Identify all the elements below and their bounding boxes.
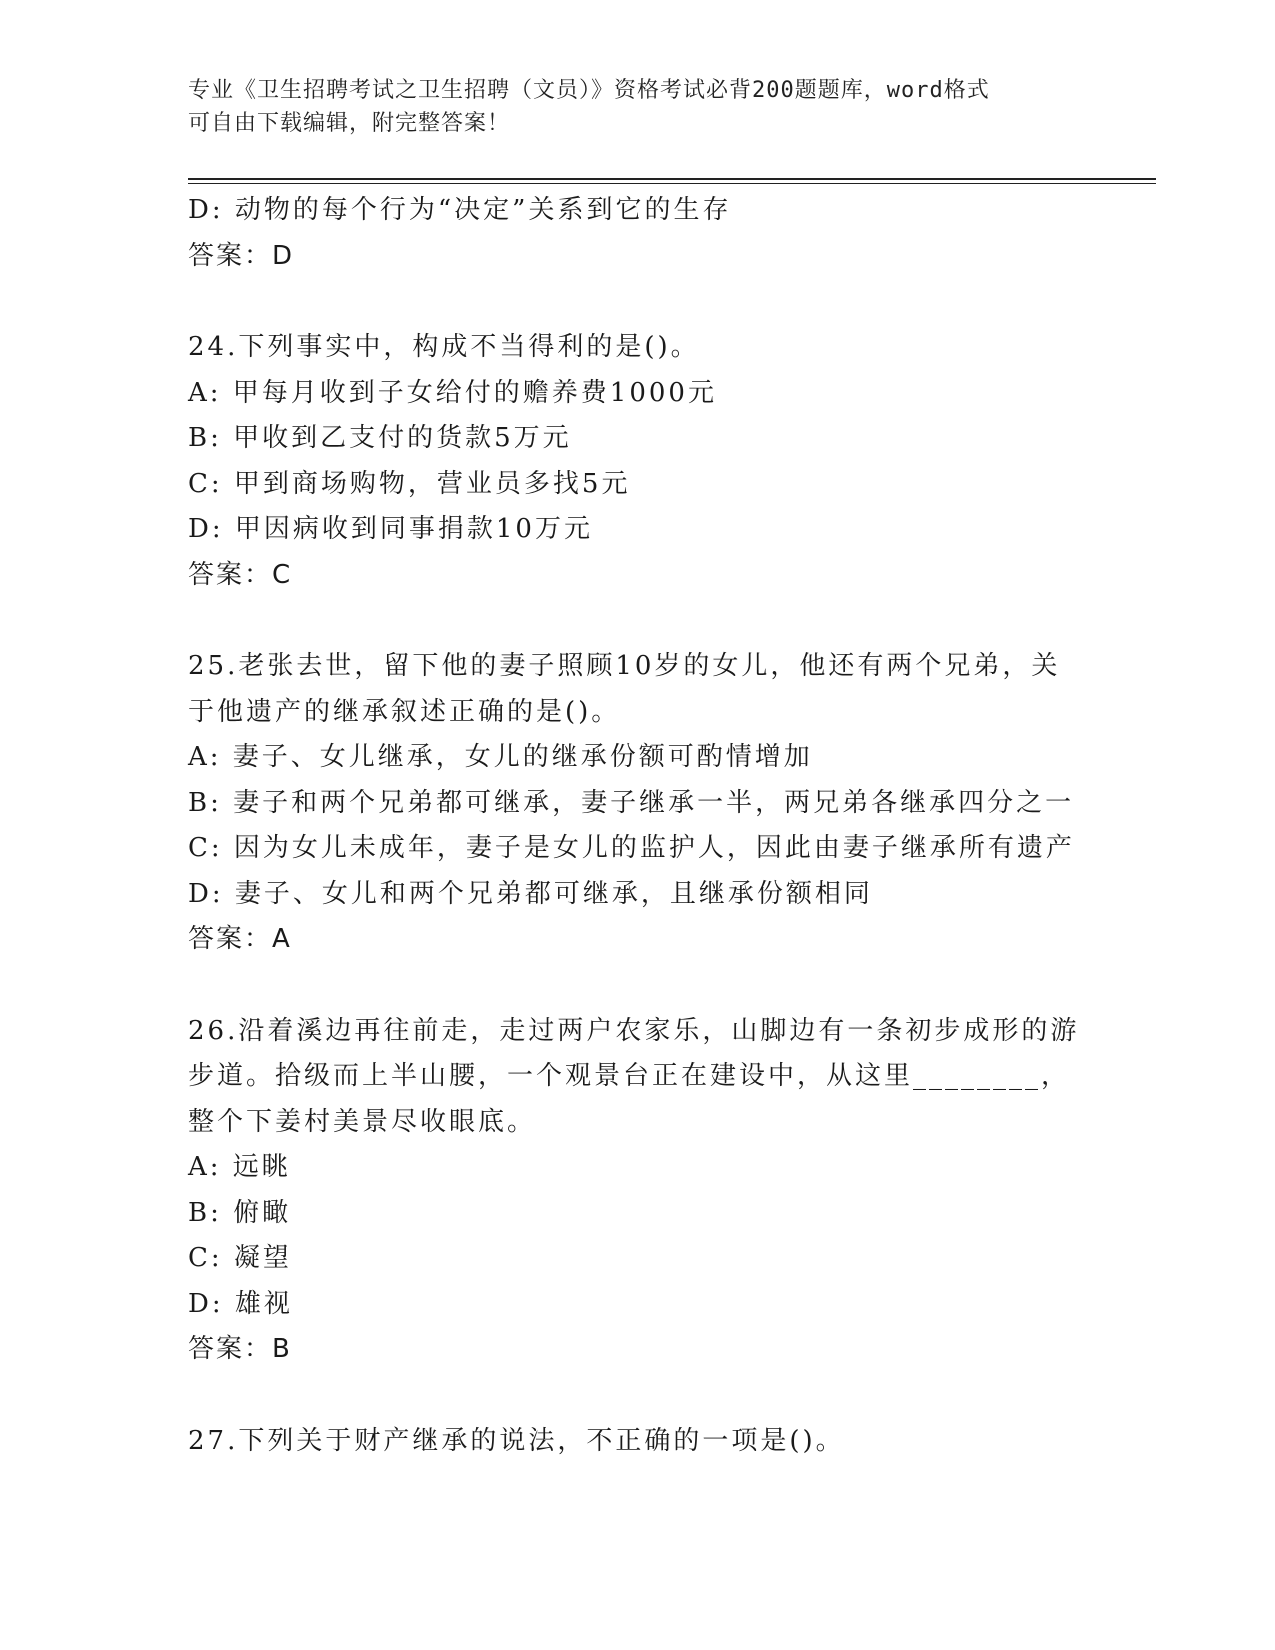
question-26	[188, 1009, 1088, 1373]
question-27	[188, 1419, 1088, 1465]
question-stem-line-2: 步道。拾级而上半山腰，一个观景台正在建设中，从这里________，	[188, 1061, 1071, 1091]
question-stem-line-2: 于他遗产的继承叙述正确的是()。	[188, 696, 621, 727]
spacer	[188, 279, 1088, 325]
question-stem-line-3: 整个下姜村美景尽收眼底。	[188, 1106, 537, 1137]
question-23-tail	[188, 188, 1088, 279]
option-b: B: 俯瞰	[188, 1197, 292, 1228]
answer-label: 答案：D	[188, 240, 295, 271]
header-divider-thin	[188, 183, 1156, 184]
question-stem-line-1: 25.老张去世，留下他的妻子照顾10岁的女儿，他还有两个兄弟，关	[188, 651, 1061, 681]
header-line-2: 可自由下载编辑，附完整答案！	[188, 111, 511, 136]
option-a: A: 远眺	[188, 1152, 291, 1182]
spacer	[188, 1373, 1088, 1419]
document-header	[188, 74, 1068, 140]
option-b: B: 甲收到乙支付的货款5万元	[188, 423, 572, 453]
answer-label: 答案：C	[188, 559, 293, 590]
option-b: B: 妻子和两个兄弟都可继承，妻子继承一半，两兄弟各继承四分之一	[188, 787, 1075, 818]
answer-label: 答案：B	[188, 1334, 292, 1364]
header-line-1: 专业《卫生招聘考试之卫生招聘（文员）》资格考试必背200题题库，word格式	[188, 78, 990, 103]
option-d: D: 雄视	[188, 1288, 293, 1319]
option-d: D: 妻子、女儿和两个兄弟都可继承，且继承份额相同	[188, 878, 873, 909]
option-a: A: 甲每月收到子女给付的赡养费1000元	[188, 377, 717, 408]
question-stem-line-1: 26.沿着溪边再往前走，走过两户农家乐，山脚边有一条初步成形的游	[188, 1015, 1080, 1046]
question-24	[188, 325, 1088, 598]
option-c: C: 因为女儿未成年，妻子是女儿的监护人，因此由妻子继承所有遗产	[188, 833, 1075, 863]
option-d: D: 动物的每个行为“决定”关系到它的生存	[188, 195, 732, 225]
spacer	[188, 598, 1088, 644]
answer-label: 答案：A	[188, 924, 292, 954]
header-divider-thick	[188, 178, 1156, 180]
question-25	[188, 644, 1088, 963]
question-stem: 27.下列关于财产继承的说法，不正确的一项是()。	[188, 1425, 845, 1456]
option-c: C: 凝望	[188, 1243, 292, 1273]
spacer	[188, 963, 1088, 1009]
question-body	[188, 188, 1088, 1464]
option-c: C: 甲到商场购物，营业员多找5元	[188, 468, 631, 499]
question-stem: 24.下列事实中，构成不当得利的是()。	[188, 332, 700, 362]
option-a: A: 妻子、女儿继承，女儿的继承份额可酌情增加	[188, 742, 813, 772]
option-d: D: 甲因病收到同事捐款10万元	[188, 514, 593, 544]
